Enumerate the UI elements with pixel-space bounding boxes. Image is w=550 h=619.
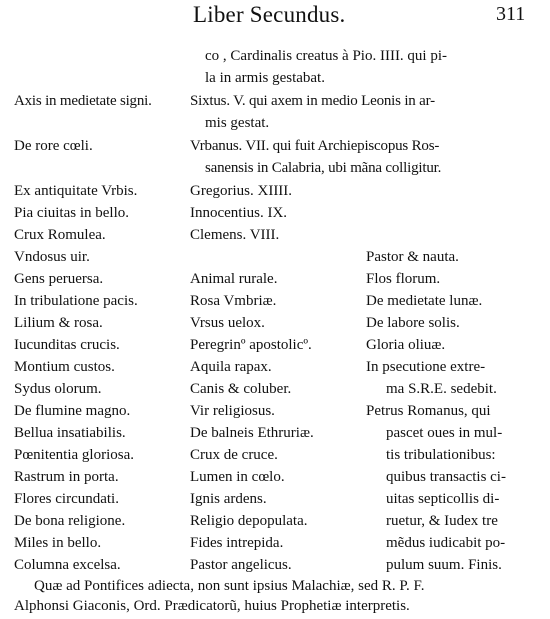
pair-pope-1: Gregorius. XIIII. <box>190 183 293 199</box>
axis-pope-line-1: Sixtus. V. qui axem in medio Leonis in ar- <box>190 93 435 109</box>
col3-row-15: pulum suum. Finis. <box>386 557 502 573</box>
page-number: 311 <box>496 3 526 25</box>
col2-row-8: Vir religiosus. <box>190 403 275 419</box>
axis-pope-line-2: mis gestat. <box>205 115 270 131</box>
col1-row-4: Lilium & rosa. <box>14 315 103 331</box>
col1-row-9: Bellua insatiabilis. <box>14 425 126 441</box>
col1-row-11: Rastrum in porta. <box>14 469 119 485</box>
intro-line-2: la in armis gestabat. <box>205 70 325 86</box>
col1-row-3: In tribulatione pacis. <box>14 293 138 309</box>
footer-note-line-1: Quæ ad Pontifices adiecta, non sunt ipsius Malachiæ, sed R. P. F. <box>34 578 425 594</box>
col2-row-9: De balneis Ethruriæ. <box>190 425 314 441</box>
col1-row-1: Vndosus uir. <box>14 249 90 265</box>
pair-motto-2: Pia ciuitas in bello. <box>14 205 129 221</box>
col2-row-2: Animal rurale. <box>190 271 278 287</box>
col1-row-14: Miles in bello. <box>14 535 102 551</box>
col1-row-6: Montium custos. <box>14 359 115 375</box>
col3-row-9: pascet oues in mul- <box>386 425 503 441</box>
axis-motto: Axis in medietate signi. <box>14 93 152 109</box>
col3-row-13: ruetur, & Iudex tre <box>386 513 498 529</box>
col3-row-3: De medietate lunæ. <box>366 293 483 309</box>
col2-row-15: Pastor angelicus. <box>190 557 292 573</box>
col2-row-6: Aquila rapax. <box>190 359 272 375</box>
col3-row-11: quibus transactis ci- <box>386 469 506 485</box>
pair-pope-2: Innocentius. IX. <box>190 205 288 221</box>
pair-motto-1: Ex antiquitate Vrbis. <box>14 183 138 199</box>
rore-motto: De rore cœli. <box>14 138 93 154</box>
col2-row-4: Vrsus uelox. <box>190 315 265 331</box>
col2-row-7: Canis & coluber. <box>190 381 292 397</box>
col3-row-6: In psecutione extre- <box>366 359 486 375</box>
pair-pope-3: Clemens. VIII. <box>190 227 280 243</box>
col2-row-14: Fides intrepida. <box>190 535 284 551</box>
rore-pope-line-1: Vrbanus. VII. qui fuit Archiepiscopus Ros- <box>190 138 440 154</box>
col1-row-15: Columna excelsa. <box>14 557 121 573</box>
col3-row-4: De labore solis. <box>366 315 460 331</box>
col3-row-10: tis tribulationibus: <box>386 447 496 463</box>
pair-motto-3: Crux Romulea. <box>14 227 106 243</box>
col2-row-13: Religio depopulata. <box>190 513 308 529</box>
intro-line-1: co , Cardinalis creatus à Pio. IIII. qui pi- <box>205 48 448 64</box>
col1-row-13: De bona religione. <box>14 513 126 529</box>
running-head-title: Liber Secundus. <box>193 2 346 27</box>
col1-row-8: De flumine magno. <box>14 403 131 419</box>
col3-row-5: Gloria oliuæ. <box>366 337 446 353</box>
col2-row-12: Ignis ardens. <box>190 491 267 507</box>
footer-note-line-2: Alphonsi Giaconis, Ord. Prædicatorũ, huius Prophetiæ interpretis. <box>14 598 410 614</box>
col1-row-5: Iucunditas crucis. <box>14 337 120 353</box>
col3-row-12: uitas septicollis di- <box>386 491 500 507</box>
col3-row-8: Petrus Romanus, qui <box>366 403 491 419</box>
col1-row-10: Pœnitentia gloriosa. <box>14 447 134 463</box>
col3-row-7: ma S.R.E. sedebit. <box>386 381 497 397</box>
col2-row-5: Peregrinº apostolicº. <box>190 337 312 353</box>
col2-row-10: Crux de cruce. <box>190 447 278 463</box>
col3-row-14: mẽdus iudicabit po- <box>386 535 506 551</box>
col1-row-2: Gens peruersa. <box>14 271 104 287</box>
col2-row-11: Lumen in cœlo. <box>190 469 285 485</box>
col2-row-3: Rosa Vmbriæ. <box>190 293 277 309</box>
col1-row-7: Sydus olorum. <box>14 381 102 397</box>
col3-row-2: Flos florum. <box>366 271 441 287</box>
col3-row-1: Pastor & nauta. <box>366 249 459 265</box>
rore-pope-line-2: sanensis in Calabria, ubi mãna colligitur. <box>205 160 442 176</box>
col1-row-12: Flores circundati. <box>14 491 119 507</box>
